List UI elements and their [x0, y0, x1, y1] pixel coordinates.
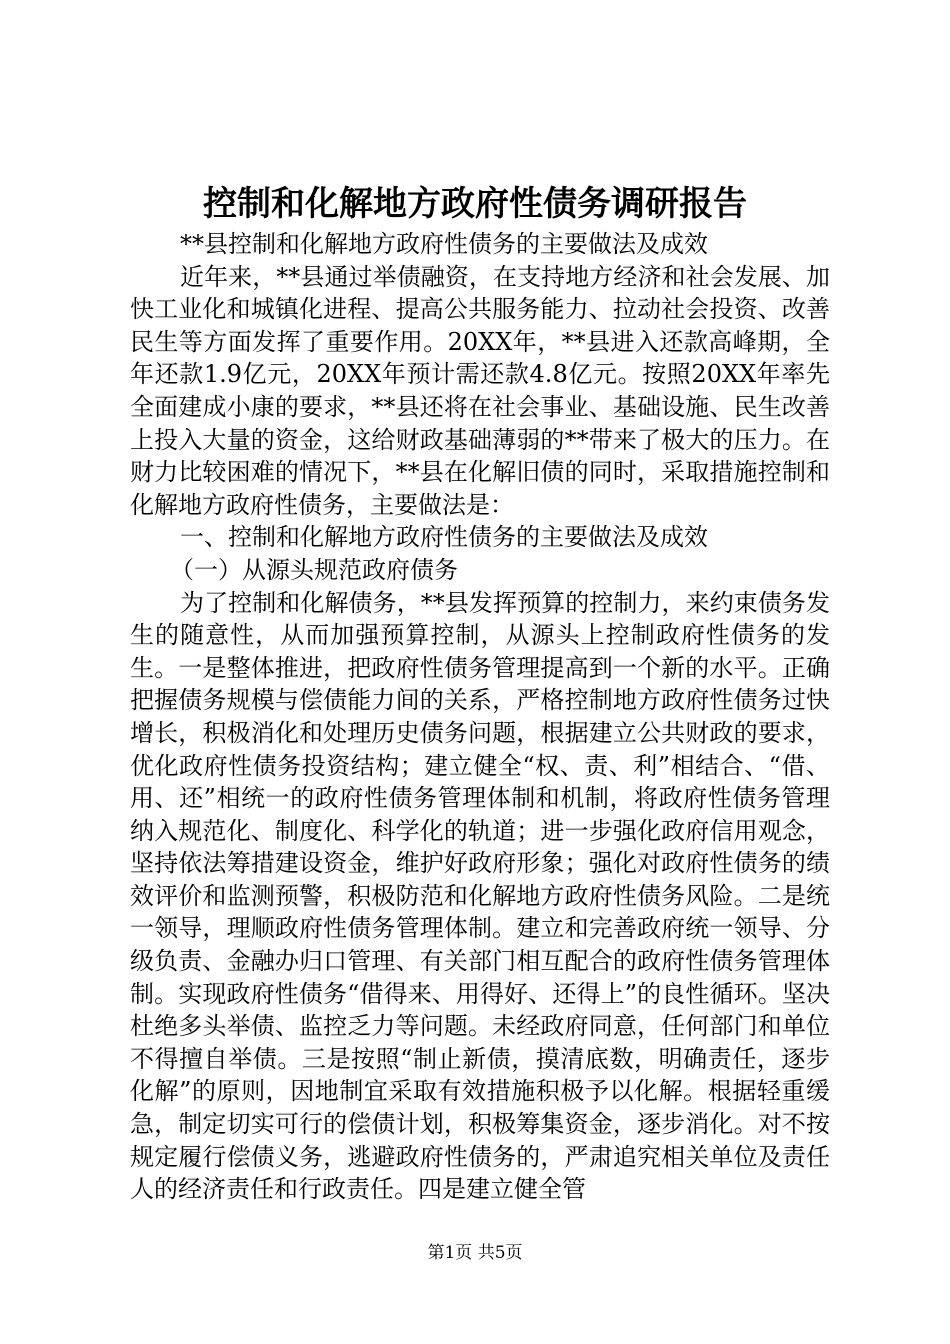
- body-paragraph: 近年来，**县通过举债融资，在支持地方经济和社会发展、加快工业化和城镇化进程、提高公共服务能力、拉动社会投资、改善民生等方面发挥了重要作用。20XX年，**县进入还款高峰期，全年还款1.9亿元，20XX年预计需还款4.8亿元。按照20XX年率先全面建成小康的要求，**县还将在社会事业、基础设施、民生改善上投入大量的资金，这给财政基础薄弱的**带来了极大的压力。在财力比较困难的情况下，**县在化解旧债的同时，采取措施控制和化解地方政府性债务，主要做法是：: [130, 262, 830, 519]
- document-body: [130, 228, 830, 1206]
- page-footer: 第1页 共5页: [427, 1243, 523, 1263]
- subsection-heading: （一）从源头规范政府债务: [170, 555, 458, 584]
- document-title: 控制和化解地方政府性债务调研报告: [203, 184, 747, 224]
- section-heading: **县控制和化解地方政府性债务的主要做法及成效: [180, 230, 708, 258]
- section-heading: 一、控制和化解地方政府性债务的主要做法及成效: [180, 523, 708, 552]
- body-paragraph: 为了控制和化解债务，**县发挥预算的控制力，来约束债务发生的随意性，从而加强预算控制，从源头上控制政府性债务的发生。一是整体推进，把政府性债务管理提高到一个新的水平。正确把握债务规模与偿债能力间的关系，严格控制地方政府性债务过快增长，积极消化和处理历史债务问题，根据建立公共财政的要求，优化政府性债务投资结构；建立健全“权、责、利”相结合、“借、用、还”相统一的政府性债务管理体制和机制，将政府性债务管理纳入规范化、制度化、科学化的轨道；进一步强化政府信用观念，坚持依法筹措建设资金，维护好政府形象；强化对政府性债务的绩效评价和监测预警，积极防范和化解地方政府性债务风险。二是统一领导，理顺政府性债务管理体制。建立和完善政府统一领导、分级负责、金融办归口管理、有关部门相互配合的政府性债务管理体制。实现政府性债务“借得来、用得好、还得上”的良性循环。坚决杜绝多头举债、监控乏力等问题。未经政府同意，任何部门和单位不得擅自举债。三是按照“制止新债，摸清底数，明确责任，逐步化解”的原则，因地制宜采取有效措施积极予以化解。根据轻重缓急，制定切实可行的偿债计划，积极筹集资金，逐步消化。对不按规定履行偿债义务，逃避政府性债务的，严肃追究相关单位及责任人的经济责任和行政责任。四是建立健全管: [130, 588, 830, 1204]
